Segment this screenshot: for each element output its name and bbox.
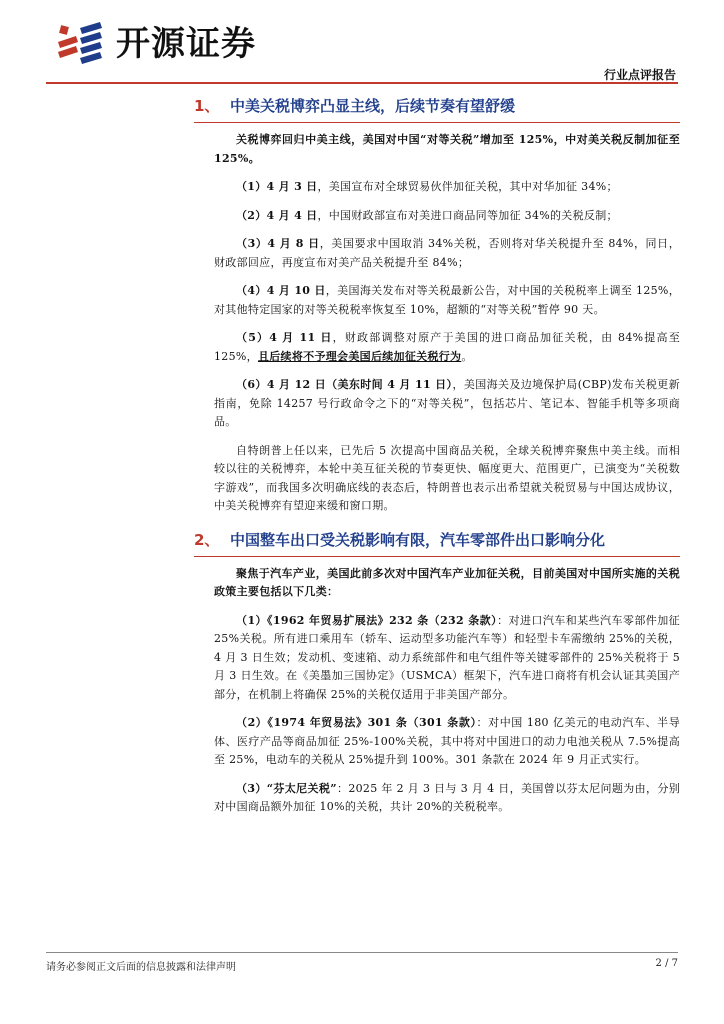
page-number: 2 / 7 [655,958,678,969]
section-1-title [194,92,680,120]
section-1-closing: 自特朗普上任以来，已先后 5 次提高中国商品关税，全球关税博弈聚焦中美主线。而相较以往的关税博弈，本轮中美互征关税的节奏更快、幅度更大、范围更广，已演变为“关税数字游戏”，而我国多次明确底线的表态后，特朗普也表示出希望就关税贸易与中国达成协议，中美关税博弈有望迎来缓和窗口期。 [214,443,680,512]
footer-disclaimer: 请务必参阅正文后面的信息披露和法律声明 [46,962,236,973]
section-2-title [194,526,680,554]
section-number: 1、 [194,97,220,115]
paragraph-item: （3）“芬太尼关税”：2025 年 2 月 3 日与 3 月 4 日，美国曾以芬太尼问题为由，分别对中国商品额外加征 10%的关税，共计 20%的关税税率。 [214,781,681,813]
brand-logo [54,20,274,68]
report-type-label: 行业点评报告 [603,68,676,82]
paragraph-item: （2）《1974 年贸易法》301 条（301 条款）：对中国 180 亿美元的电动汽车、半导体、医疗产品等商品加征 25%-100%关税，其中将对中国进口的动力电池关税从 7.5%提高至 25%，电动车的关税从 25%提升到 100%。301 条款在 2024 年 9 月正式实行。 [214,716,680,766]
section-divider [194,122,680,123]
paragraph-item: （3）4 月 8 日，美国要求中国取消 34%关税，否则将对华关税提升至 84%，同日，财政部回应，再度宣布对美产品关税提升至 84%； [214,237,681,269]
footer-divider [46,952,678,953]
section-1-lead: 关税博弈回归中美主线，美国对中国“对等关税”增加至 125%，中对美关税反制加征至 125%。 [214,133,680,165]
paragraph-item: （6）4 月 12 日（美东时间 4 月 11 日），美国海关及边境保护局(CBP)发布关税更新指南，免除 14257 号行政命令之下的“对等关税”，包括芯片、笔记本、智能手机等多项商品。 [214,378,680,428]
paragraph-item: （4）4 月 10 日，美国海关发布对等关税最新公告，对中国的关税税率上调至 125%，对其他特定国家的对等关税税率恢复至 10%，超额的“对等关税”暂停 90 天。 [214,284,681,316]
paragraph-item: （1）《1962 年贸易扩展法》232 条（232 条款）：对进口汽车和某些汽车零部件加征 25%关税。所有进口乘用车（轿车、运动型多功能汽车等）和轻型卡车需缴纳 25%的关税，4 月 3 日生效；发动机、变速箱、动力系统部件和电气组件等关键零部件的 25%关税将于 5 月 3 日生效。在《美墨加三国协定》（USMCA）框架下，汽车进口商将有机会认证其美国产部分，在机制上将确保 25%的关税仅适用于非美国产部分。 [214,613,680,701]
paragraph-item: （1）4 月 3 日，美国宣布对全球贸易伙伴加征关税，其中对华加征 34%； [236,180,618,193]
main-content [194,92,681,827]
paragraph-item: （5）4 月 11 日，财政部调整对原产于美国的进口商品加征关税，由 84%提高至 125%，且后续将不予理会美国后续加征关税行为。 [214,331,680,363]
section-2-lead: 聚焦于汽车产业，美国此前多次对中国汽车产业加征关税，目前美国对中国所实施的关税政策主要包括以下几类： [214,566,680,598]
section-heading: 中国整车出口受关税影响有限，汽车零部件出口影响分化 [230,530,606,549]
paragraph-item: （2）4 月 4 日，中国财政部宣布对美进口商品同等加征 34%的关税反制； [236,208,618,222]
section-number: 2、 [194,530,220,549]
section-divider [194,556,680,557]
kaiyuan-logo-icon [54,22,110,66]
underlined-emphasis: 且后续将不予理会美国后续加征关税行为 [257,349,462,363]
header-divider [46,82,678,84]
logo-text: 开源证券 [116,24,256,64]
page-header [0,0,724,80]
section-heading: 中美关税博弈凸显主线，后续节奏有望舒缓 [230,97,516,115]
